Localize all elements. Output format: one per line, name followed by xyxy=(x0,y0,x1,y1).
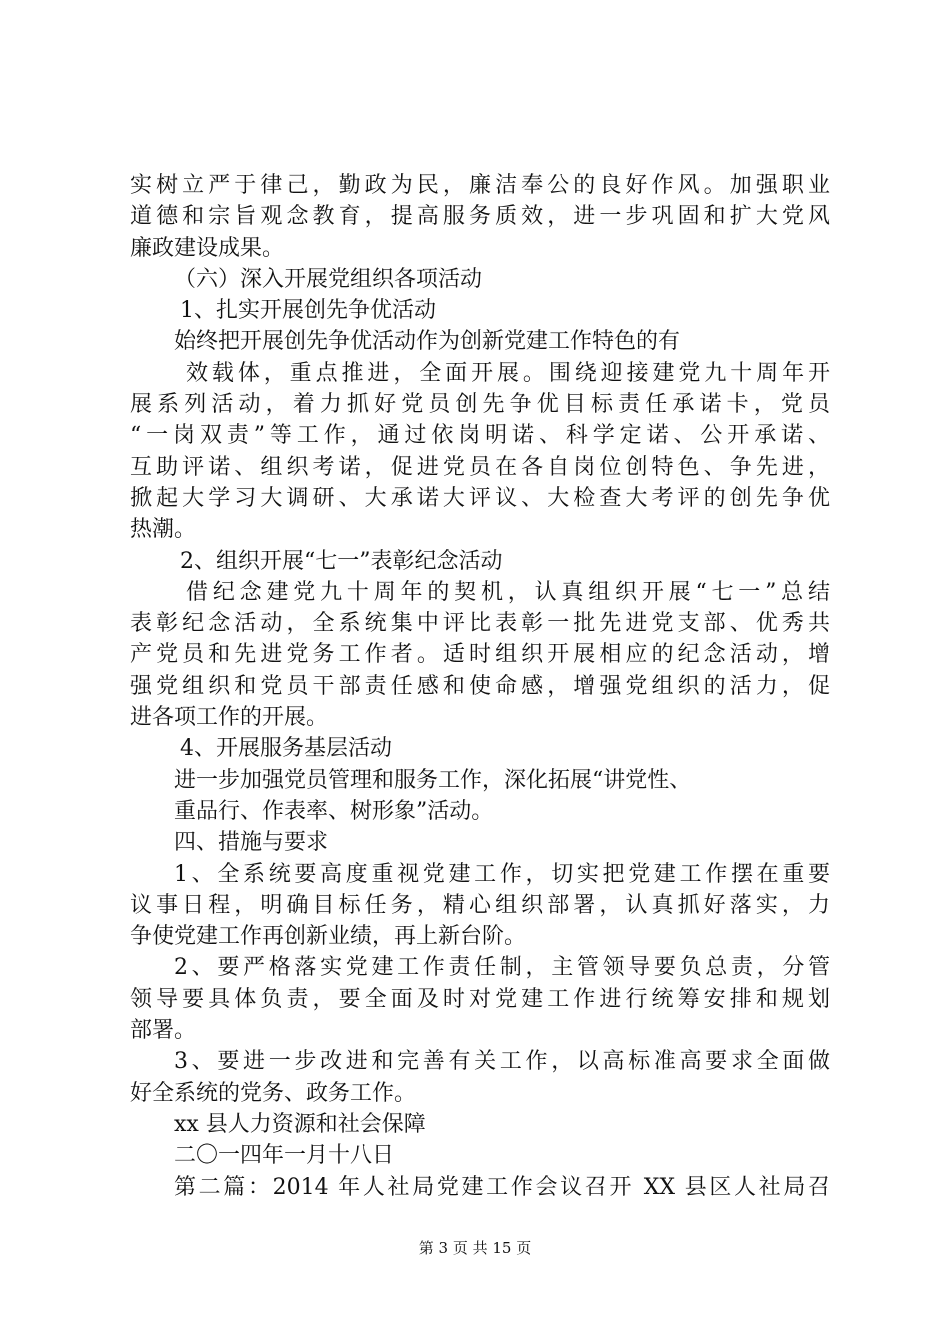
paragraph-line: 进一步加强党员管理和服务工作，深化拓展“讲党性、 xyxy=(174,767,692,793)
document-body xyxy=(130,170,830,1203)
signature-date: 二〇一四年一月十八日 xyxy=(174,1143,395,1169)
paragraph-line: “一岗双责”等工作，通过依岗明诺、科学定诺、公开承诺、 xyxy=(130,423,830,449)
paragraph-line: 热潮。 xyxy=(130,517,197,543)
paragraph-line: 道德和宗旨观念教育，提高服务质效，进一步巩固和扩大党风 xyxy=(130,204,830,230)
paragraph-line: 掀起大学习大调研、大承诺大评议、大检查大考评的创先争优 xyxy=(130,485,830,511)
subsection-heading: 2、组织开展“七一”表彰纪念活动 xyxy=(180,548,503,574)
section-heading: （六）深入开展党组织各项活动 xyxy=(174,266,483,292)
paragraph-line: 重品行、作表率、树形象”活动。 xyxy=(174,798,494,824)
paragraph-line: 廉政建设成果。 xyxy=(130,235,285,261)
page-number-footer: 第 3 页 共 15 页 xyxy=(418,1239,532,1257)
subsection-heading: 1、扎实开展创先争优活动 xyxy=(180,298,436,324)
paragraph-line: 始终把开展创先争优活动作为创新党建工作特色的有 xyxy=(174,329,681,355)
paragraph-line: 部署。 xyxy=(130,1018,197,1044)
paragraph-line: 效载体，重点推进，全面开展。围绕迎接建党九十周年开 xyxy=(186,360,830,386)
paragraph-line: 议事日程，明确目标任务，精心组织部署，认真抓好落实，力 xyxy=(130,892,830,918)
paragraph-line: 1、全系统要高度重视党建工作，切实把党建工作摆在重要 xyxy=(174,861,830,887)
paragraph-line: 互助评诺、组织考诺，促进党员在各自岗位创特色、争先进， xyxy=(130,454,830,480)
paragraph-line: 争使党建工作再创新业绩，再上新台阶。 xyxy=(130,924,527,950)
section-heading: 四、措施与要求 xyxy=(174,830,329,856)
paragraph-line: 进各项工作的开展。 xyxy=(130,705,329,731)
next-article-title: 第二篇：2014 年人社局党建工作会议召开 XX 县区人社局召 xyxy=(174,1174,830,1200)
paragraph-line: 产党员和先进党务工作者。适时组织开展相应的纪念活动，增 xyxy=(130,642,830,668)
paragraph-line: 表彰纪念活动，全系统集中评比表彰一批先进党支部、优秀共 xyxy=(130,611,830,637)
paragraph-line: 好全系统的党务、政务工作。 xyxy=(130,1080,417,1106)
signature-organization: xx 县人力资源和社会保障 xyxy=(174,1111,426,1137)
paragraph-line: 强党组织和党员干部责任感和使命感，增强党组织的活力，促 xyxy=(130,673,830,699)
paragraph-line: 3、要进一步改进和完善有关工作，以高标准高要求全面做 xyxy=(174,1049,830,1075)
paragraph-line: 展系列活动，着力抓好党员创先争优目标责任承诺卡，党员 xyxy=(130,392,830,418)
paragraph-line: 2、要严格落实党建工作责任制，主管领导要负总责，分管 xyxy=(174,955,830,981)
subsection-heading: 4、开展服务基层活动 xyxy=(180,736,392,762)
paragraph-line: 实树立严于律己，勤政为民，廉洁奉公的良好作风。加强职业 xyxy=(130,173,830,198)
paragraph-line: 领导要具体负责，要全面及时对党建工作进行统筹安排和规划 xyxy=(130,986,830,1012)
paragraph-line: 借纪念建党九十周年的契机，认真组织开展“七一”总结 xyxy=(186,579,830,605)
